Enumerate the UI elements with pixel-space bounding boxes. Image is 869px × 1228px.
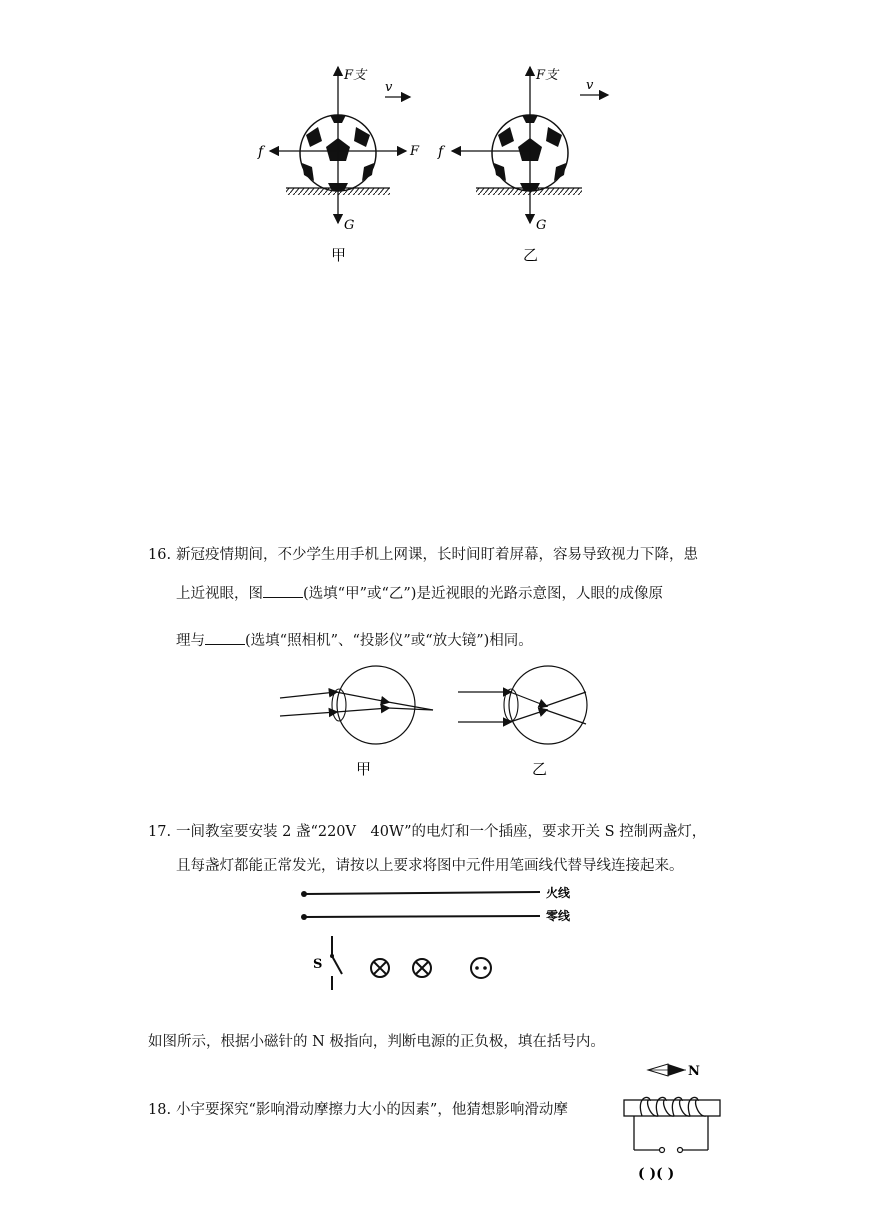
- caption-jia-eye: 甲: [356, 760, 372, 778]
- lamp-2[interactable]: [413, 959, 431, 977]
- label-v-left: v: [385, 80, 393, 95]
- q17-line2: 且每盏灯都能正常发光，请按以上要求将图中元件用笔画线代替导线连接起来。: [176, 858, 684, 874]
- q17-line1: 一间教室要安装 2 盏“220V 40W”的电灯和一个插座，要求开关 S 控制两盏灯，: [176, 824, 707, 840]
- label-north: N: [688, 1064, 700, 1079]
- label-neutral-wire: 零线: [546, 909, 571, 923]
- q16-line3: [176, 630, 533, 651]
- label-f-support-left: F支: [344, 68, 367, 83]
- label-f-support-right: F支: [536, 68, 559, 83]
- eye-ray-diagram: [278, 662, 598, 782]
- eye-right: [458, 666, 587, 744]
- polarity-brackets[interactable]: ( )( ): [638, 1166, 675, 1182]
- q16-line2-start: 上近视眼，图: [176, 586, 263, 602]
- circuit-wiring-diagram: [296, 880, 586, 995]
- compass-needle: [648, 1064, 686, 1076]
- caption-yi-top: 乙: [523, 246, 539, 264]
- answer-blank-2[interactable]: [205, 630, 245, 645]
- q16-line3-start: 理与: [176, 633, 205, 649]
- q16-number: 16.: [148, 547, 172, 563]
- caption-yi-eye: 乙: [532, 760, 548, 778]
- q16-line2: [176, 583, 663, 604]
- q16-line2-end: (选填“甲”或“乙”)是近视眼的光路示意图，人眼的成像原: [303, 586, 663, 602]
- answer-blank-1[interactable]: [263, 583, 303, 598]
- q16-line1: 新冠疫情期间，不少学生用手机上网课，长时间盯着屏幕，容易导致视力下降，患: [176, 547, 698, 563]
- label-force-F-left: F: [410, 144, 420, 159]
- label-live-wire: 火线: [546, 886, 571, 900]
- switch-S[interactable]: [330, 936, 342, 990]
- q18-number: 18.: [148, 1102, 172, 1118]
- soccer-force-diagram: [240, 55, 640, 270]
- magnet-question: 如图所示，根据小磁针的 N 极指向，判断电源的正负极，填在括号内。: [148, 1034, 605, 1050]
- q16-line3-end: (选填“照相机”、“投影仪”或“放大镜”)相同。: [245, 633, 533, 649]
- label-gravity-left: G: [344, 218, 355, 233]
- q17-number: 17.: [148, 824, 172, 840]
- lamp-1[interactable]: [371, 959, 389, 977]
- eye-left: [280, 666, 433, 744]
- label-friction-left: f: [258, 144, 264, 160]
- socket[interactable]: [471, 958, 491, 978]
- solenoid-diagram: [620, 1058, 730, 1183]
- caption-jia-top: 甲: [331, 246, 347, 264]
- label-switch: S: [313, 957, 323, 972]
- label-friction-right: f: [438, 144, 444, 160]
- label-gravity-right: G: [536, 218, 547, 233]
- label-v-right: v: [586, 78, 594, 93]
- q18-text: 小宇要探究“影响滑动摩擦力大小的因素”，他猜想影响滑动摩: [176, 1102, 568, 1118]
